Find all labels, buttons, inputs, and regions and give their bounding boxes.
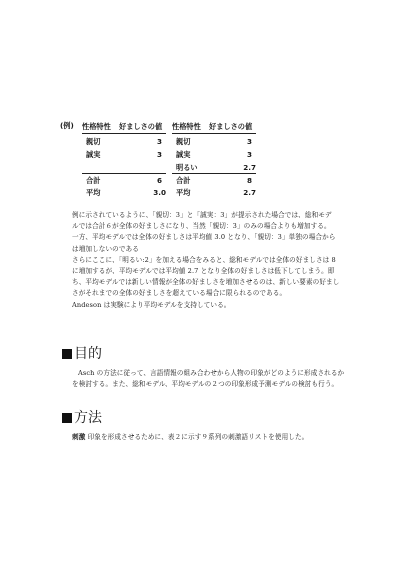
example-label: (例) (60, 121, 74, 130)
table-row: 親切 3 (176, 137, 252, 146)
body-line: ち、平均モデルでは新しい情報が全体の好ましさを増加させるのは、新しい要素の好まし (72, 278, 340, 287)
table-rule (172, 133, 256, 134)
purpose-paragraph (72, 368, 354, 390)
body-line: を検討する。また、総和モデル、平均モデルの２つの印象形成予測モデルの検討も行う。 (72, 380, 339, 389)
method-paragraph (72, 432, 354, 443)
table-rule (82, 173, 166, 174)
header-trait: 性格特性 (82, 122, 111, 131)
table-rule (82, 133, 166, 134)
body-line: ルでは合計６が全体の好ましさになり、当然「親切：3」のみの場合よりも増加する。 (72, 222, 331, 231)
body-line: 刺激 印象を形成させるために、表２に示す９系列の刺激語リストを使用した。 (72, 433, 309, 441)
section-heading-method: 方法 (62, 410, 102, 426)
term-stimulus: 刺激 (72, 433, 86, 441)
body-line: に増加するが、平均モデルでは平均値 2.7 となり全体の好ましさは低下してしまう。即 (72, 267, 335, 276)
table-sum-row: 合計 8 (176, 176, 252, 185)
body-line: さがそれまでの全体の好ましさを超えている場合に限られるのである。 (72, 289, 287, 298)
body-line: さらにここに、「明るい:2」を加える場合をみると、総和モデルでは全体の好ましさは 8 (72, 255, 336, 264)
body-line: 一方、平均モデルでは全体の好ましさは平均値 3.0 となり、「親切：3」単独の場合から (72, 233, 336, 242)
table-sum-row: 合計 6 (86, 176, 162, 185)
body-line: Asch の方法に従って、言語情報の組み合わせから人物の印象がどのように形成されるか (78, 369, 345, 377)
square-bullet-icon (62, 413, 72, 423)
table-row: 親切 3 (86, 137, 162, 146)
section-heading-purpose: 目的 (62, 346, 102, 362)
square-bullet-icon (62, 349, 72, 359)
body-line: Andeson は実験により平均モデルを支持している。 (72, 300, 231, 309)
table-row: 明るい 2.7 (176, 163, 256, 172)
table-row: 誠実 3 (176, 150, 252, 159)
header-value: 好ましさの値 (209, 122, 253, 131)
body-paragraph (72, 210, 354, 311)
table-avg-row: 平均 3.0 (86, 188, 166, 197)
header-value: 好ましさの値 (119, 122, 163, 131)
example-tables (60, 121, 360, 201)
body-line: は増加しないのである (72, 244, 139, 253)
header-trait: 性格特性 (172, 122, 201, 131)
table-avg-row: 平均 2.7 (176, 188, 256, 197)
table-row: 誠実 3 (86, 150, 162, 159)
body-line: 例に示されているように、「親切：3」と「誠実：3」が提示された場合では、総和モデ (72, 211, 332, 219)
table-rule (172, 173, 256, 174)
